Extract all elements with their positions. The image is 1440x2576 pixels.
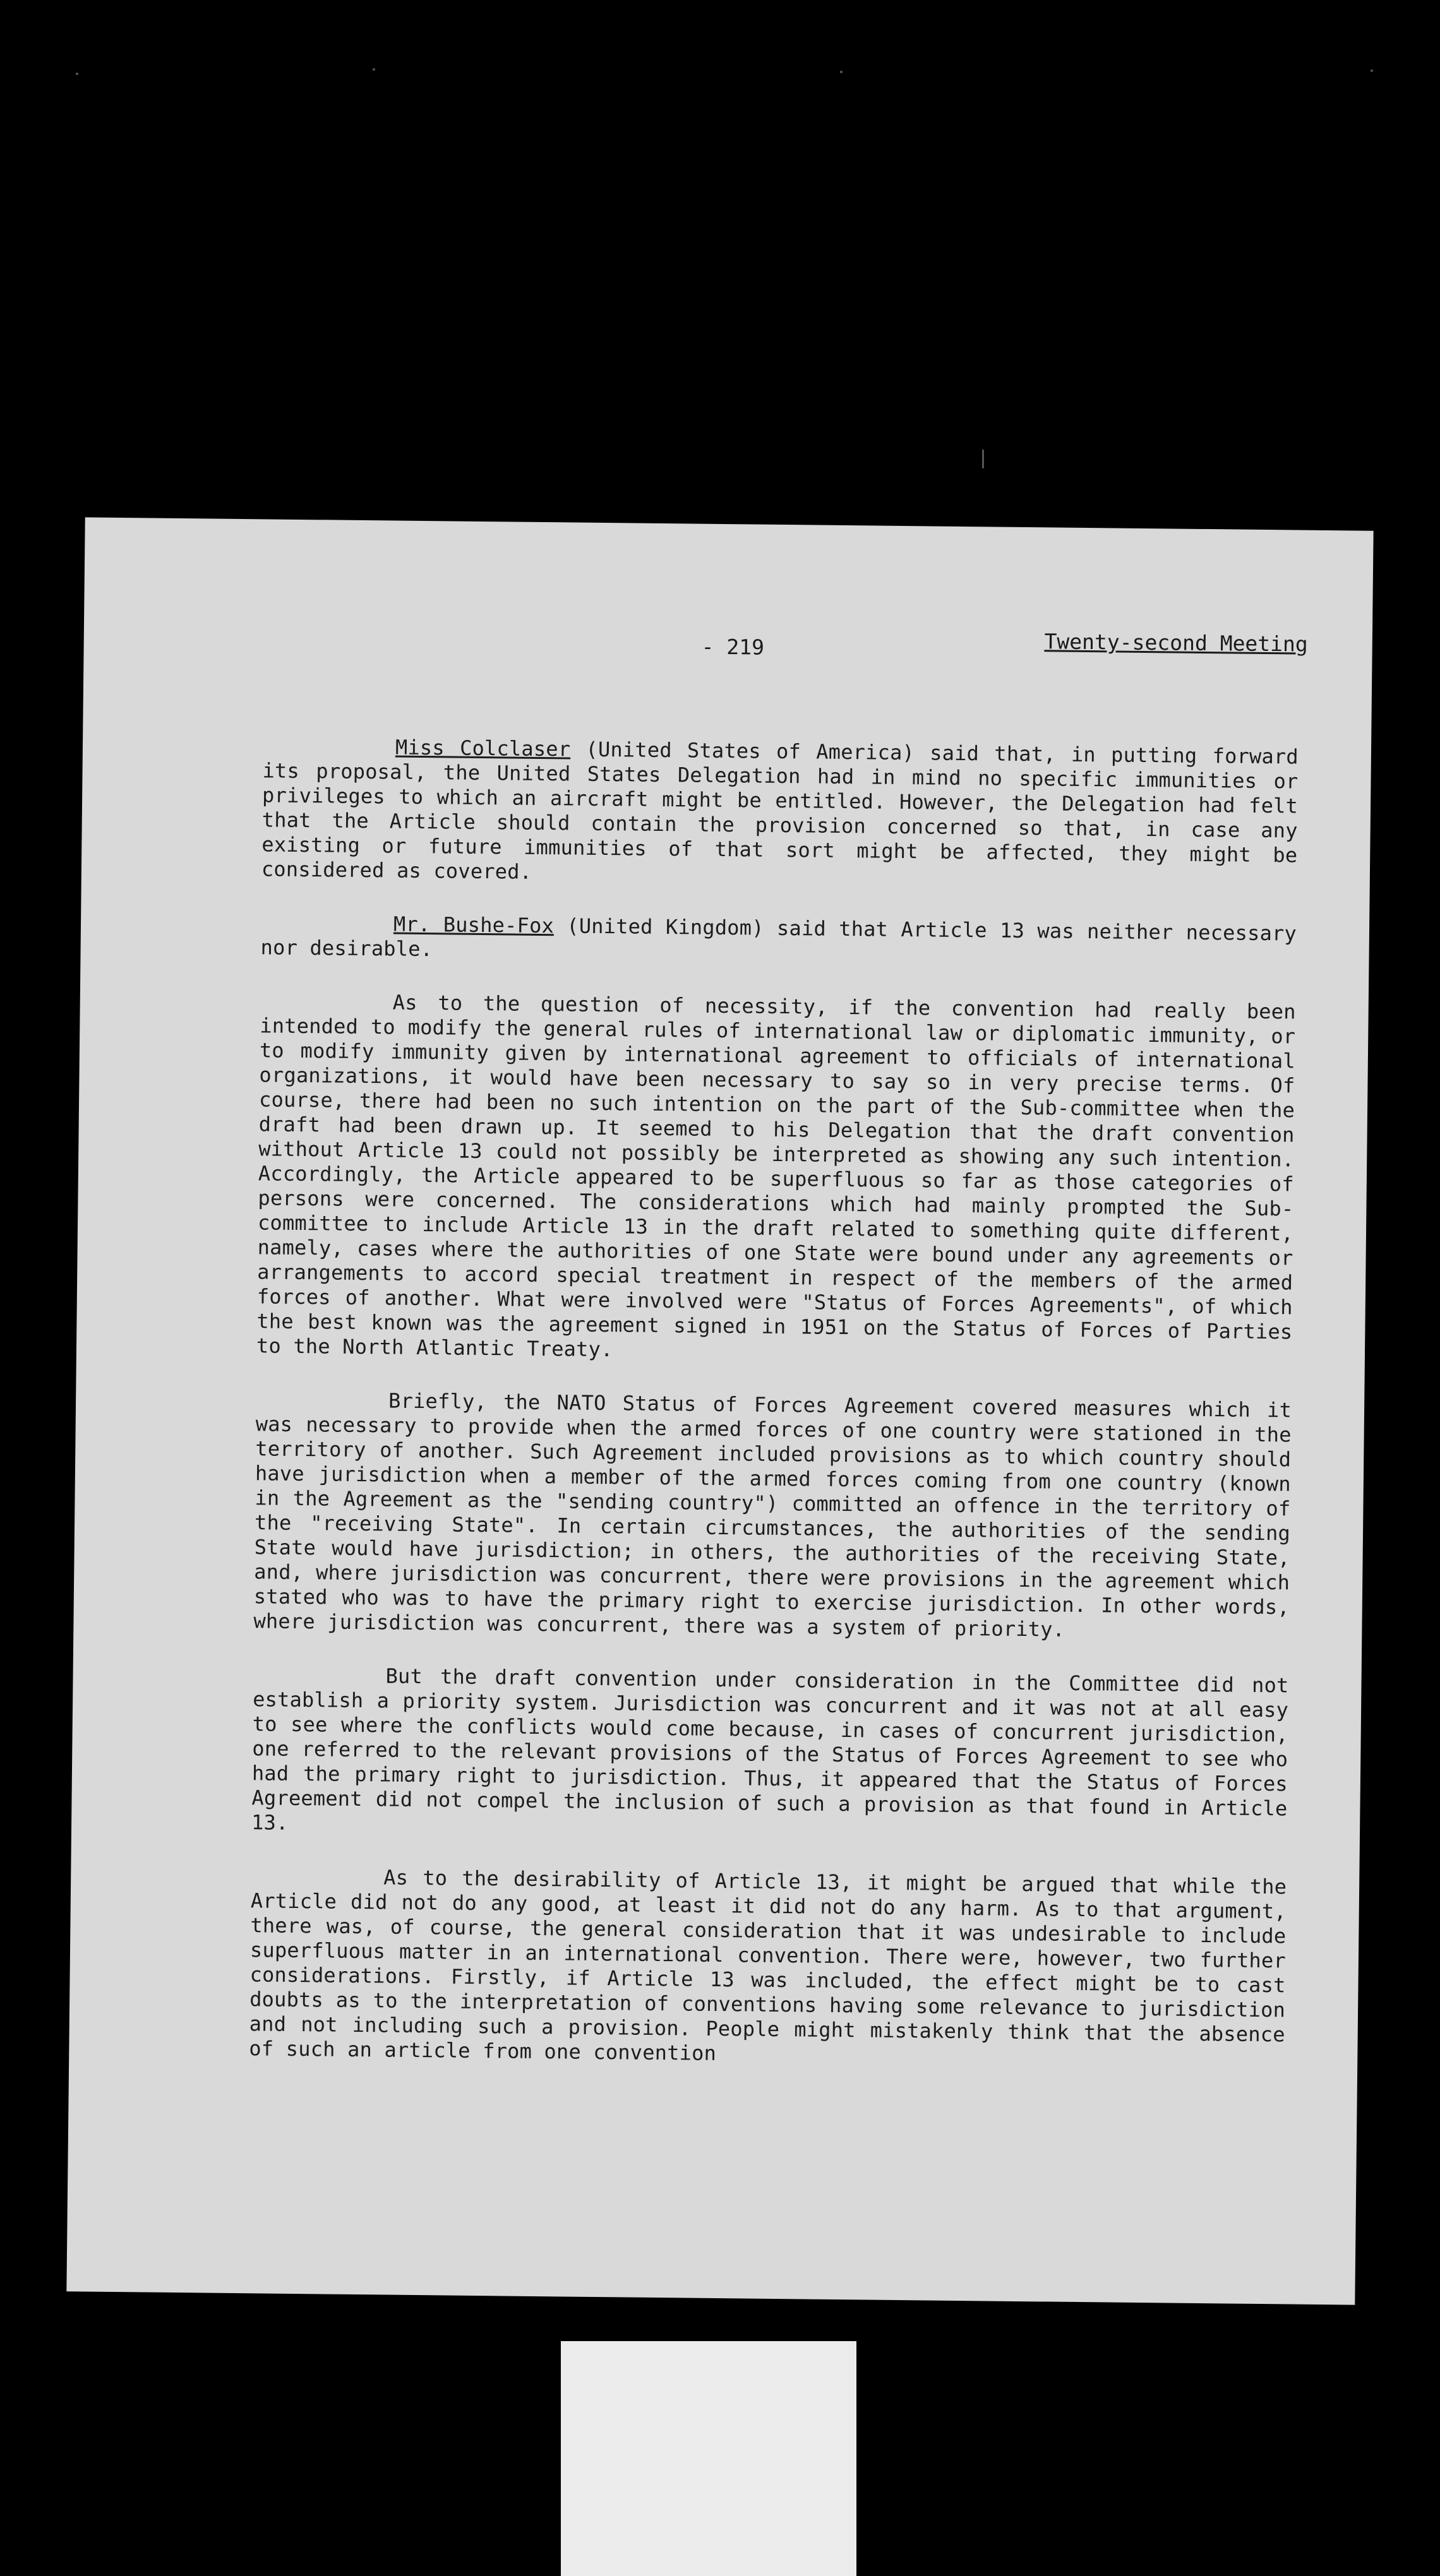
meeting-title: Twenty-second Meeting bbox=[1044, 629, 1308, 657]
paragraph-text: As to the question of necessity, if the convention had really been intended to modify the general rules of international law or diplomatic immunity, or to modify immunity given by international agreement to officials of international organizations, it would have been necessary to say so in very precise terms. Of course, there had been no such intention on the part of the Sub-committee when the draft had been drawn up. It seemed to his Delegation that the draft convention without Article 13 could not possibly be interpreted as showing any such intention. Accordingly, the Article appeared to be superfluous so far as those categories of persons were concerned. The considerations which had mainly prompted the Sub-committee to include Article 13 in the draft related to something quite different, namely, cases where the authorities of one State were bound under any agreements or arrangements to accord special treatment in respect of the members of the armed forces of another. What were involved were "Status of Forces Agreements", of which the best known was the agreement signed in 1951 on the Status of Forces of Parties to the North Atlantic Treaty. bbox=[256, 990, 1296, 1362]
scan-speck bbox=[982, 450, 984, 468]
paragraph-text: As to the desirability of Article 13, it might be argued that while the Article did not do any good, at least it did not do any harm. As to that argument, there was, of course, the general consideration that it was undesirable to include superfluous matter in an international convention. There were, however, two further considerations. Firstly, if Article 13 was included, the effect might be to cast doubts as to the interpretation of conventions having some relevance to jurisdiction and not including such a provision. People might mistakenly think that the absence of such an article from one convention bbox=[249, 1865, 1287, 2065]
document-page bbox=[66, 517, 1373, 2305]
paragraph bbox=[260, 910, 1297, 970]
paragraph-text: But the draft convention under consideration in the Committee did not establish a priority system. Jurisdiction was concurrent and it was not at all easy to see where the conflicts would come because, in cases of concurrent jurisdiction, one referred to the relevant provisions of the Status of Forces Agreement to see who had the primary right to jurisdiction. Thus, it appeared that the Status of Forces Agreement did not compel the inclusion of such a provision as that found in Article 13. bbox=[251, 1664, 1289, 1835]
reference-card bbox=[561, 2341, 856, 2576]
speaker-name: Miss Colclaser bbox=[395, 735, 571, 761]
paragraph bbox=[256, 989, 1296, 1369]
paragraph bbox=[253, 1387, 1292, 1644]
page-number: - 219 bbox=[701, 634, 765, 660]
paragraph-text: (United Kingdom) said that Article 13 was neither necessary nor desirable. bbox=[260, 914, 1297, 962]
speaker-name: Mr. Bushe-Fox bbox=[393, 912, 555, 938]
scan-speck bbox=[1371, 69, 1373, 72]
paragraph-text: Briefly, the NATO Status of Forces Agreement covered measures which it was necessary to provide when the armed forces of one country were stationed in the territory of another. Such Agreement included provisions as to which country should have jurisdiction when a member of the armed forces coming from one country (known in the Agreement as the "sending country") committed an offence in the territory of the "receiving State". In certain circumstances, the authorities of the sending State would have jurisdiction; in others, the authorities of the receiving State, and, where jurisdiction was concurrent, there were provisions in the agreement which stated who was to have the primary right to exercise jurisdiction. In other words, where jurisdiction was concurrent, there was a system of priority. bbox=[253, 1388, 1292, 1642]
scan-speck bbox=[840, 71, 843, 73]
paragraph-text: (United States of America) said that, in putting forward its proposal, the United States Delegation had in mind no specific immunities or privileges to which an aircraft might be entitled. However, the Delegation had felt that the Article should contain the provision concerned so that, in case any existing or future immunities of that sort might be affected, they might be considered as covered. bbox=[261, 737, 1299, 884]
paragraph bbox=[251, 1662, 1289, 1846]
page-header bbox=[83, 628, 1372, 679]
scan-speck bbox=[373, 68, 375, 71]
document-body bbox=[249, 734, 1299, 2072]
paragraph bbox=[249, 1864, 1287, 2072]
scan-speck bbox=[76, 73, 78, 75]
paragraph bbox=[261, 734, 1299, 892]
